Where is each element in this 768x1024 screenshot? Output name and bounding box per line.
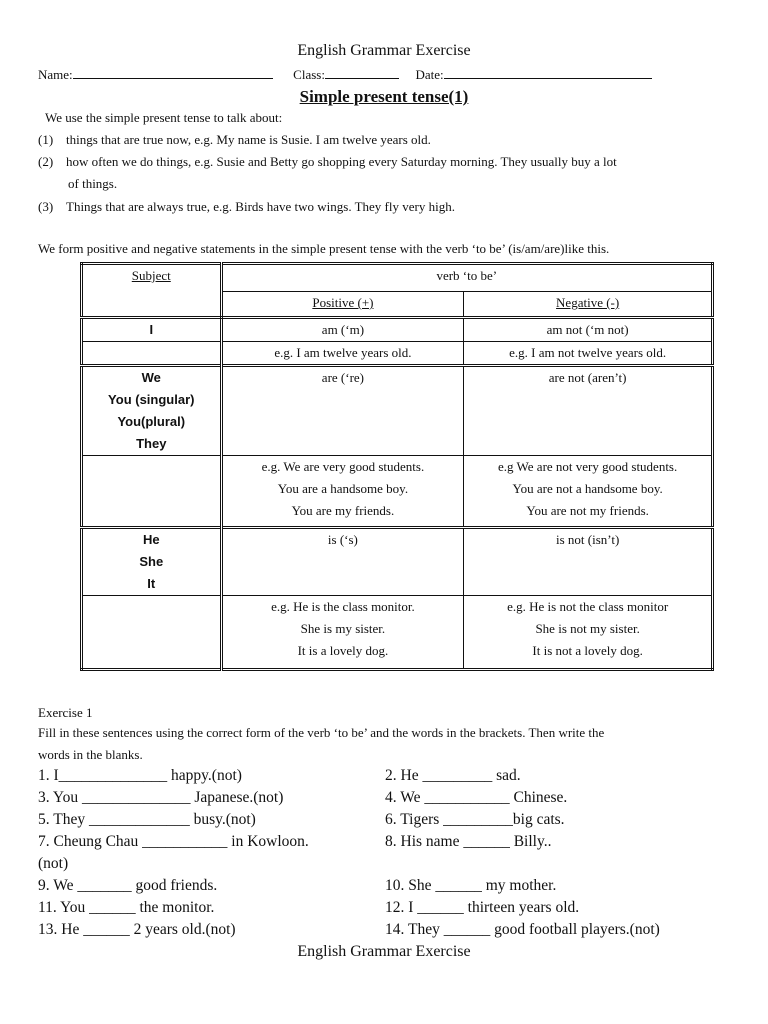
subject-empty-cell [82, 596, 222, 670]
positive-form: am (‘m) [221, 318, 464, 342]
positive-example: You are my friends. [291, 503, 395, 518]
exercise-instructions-cont: words in the blanks. [38, 747, 143, 762]
point-text: things that are true now, e.g. My name is Susie. I am twelve years old. [66, 132, 431, 147]
negative-example: You are not my friends. [526, 503, 649, 518]
point-number: (3) [38, 199, 54, 214]
exercise-instructions: Fill in these sentences using the correct form of the verb ‘to be’ and the words in the brackets. Then write the [38, 725, 605, 740]
point-number: (1) [38, 132, 54, 147]
exercise-question[interactable]: 9. We _______ good friends. [38, 877, 218, 894]
name-label: Name: [38, 67, 73, 82]
subject-pronoun: They [136, 436, 167, 451]
name-field[interactable] [73, 66, 273, 79]
class-label: Class: [293, 67, 325, 82]
positive-example: e.g. He is the class monitor. [271, 599, 415, 614]
positive-example: You are a handsome boy. [277, 481, 409, 496]
negative-form: am not (‘m not) [464, 318, 713, 342]
positive-form: are (‘re) [221, 366, 464, 456]
exercise-question[interactable]: 11. You ______ the monitor. [38, 899, 215, 916]
subject-pronoun: You (singular) [108, 392, 195, 407]
class-field[interactable] [325, 66, 399, 79]
verb-header: verb ‘to be’ [221, 264, 712, 292]
page-title: English Grammar Exercise [297, 42, 471, 59]
positive-example: e.g. I am twelve years old. [274, 345, 412, 360]
point-text: Things that are always true, e.g. Birds have two wings. They fly very high. [66, 199, 455, 214]
name-field-row [38, 66, 652, 83]
date-field[interactable] [444, 66, 652, 79]
subject-cell [82, 366, 222, 456]
subject-empty-cell [82, 342, 222, 366]
subtitle: Simple present tense(1) [299, 87, 469, 106]
intro-lead: We use the simple present tense to talk about: [45, 110, 283, 125]
negative-examples [464, 342, 713, 366]
positive-example: It is a lovely dog. [297, 643, 389, 658]
exercise-question[interactable]: 8. His name ______ Billy.. [385, 833, 552, 850]
subject-pronoun: It [147, 576, 156, 591]
exercise-question[interactable]: 3. You ______________ Japanese.(not) [38, 789, 284, 806]
exercise-question[interactable]: 14. They ______ good football players.(not) [385, 921, 660, 938]
subject-pronoun: You(plural) [117, 414, 186, 429]
verb-to-be-table [80, 262, 714, 671]
negative-example: You are not a handsome boy. [512, 481, 663, 496]
positive-examples [221, 456, 464, 528]
negative-form: is not (isn’t) [464, 528, 713, 596]
point-text: of things. [68, 176, 118, 191]
footer-title: English Grammar Exercise [297, 943, 471, 960]
exercise-question[interactable]: 6. Tigers _________big cats. [385, 811, 565, 828]
negative-form: are not (aren’t) [464, 366, 713, 456]
exercise-question[interactable]: 5. They _____________ busy.(not) [38, 811, 256, 828]
subject-pronoun: I [149, 322, 154, 337]
positive-header: Positive (+) [221, 292, 464, 318]
exercise-question[interactable]: 7. Cheung Chau ___________ in Kowloon. [38, 833, 309, 850]
subject-cell [82, 318, 222, 342]
exercise-question[interactable]: 4. We ___________ Chinese. [385, 789, 568, 806]
point-number: (2) [38, 154, 54, 169]
positive-examples [221, 342, 464, 366]
exercise-question[interactable]: 10. She ______ my mother. [385, 877, 557, 894]
negative-example: e.g. I am not twelve years old. [509, 345, 667, 360]
exercise-question[interactable]: 2. He _________ sad. [385, 767, 521, 784]
positive-form: is (‘s) [221, 528, 464, 596]
exercise-label: Exercise 1 [38, 705, 93, 720]
subject-header: Subject [82, 264, 222, 318]
point-text: how often we do things, e.g. Susie and Betty go shopping every Saturday morning. They usually buy a lot [66, 154, 617, 169]
negative-header: Negative (-) [464, 292, 713, 318]
negative-examples [464, 456, 713, 528]
positive-examples [221, 596, 464, 670]
exercise-question[interactable]: (not) [38, 855, 69, 872]
positive-example: e.g. We are very good students. [261, 459, 425, 474]
subject-pronoun: She [139, 554, 164, 569]
negative-example: e.g. He is not the class monitor [507, 599, 669, 614]
positive-example: She is my sister. [300, 621, 386, 636]
form-sentence: We form positive and negative statements in the simple present tense with the verb ‘to be’ (is/am/are)like this. [38, 241, 610, 256]
exercise-question[interactable]: 13. He ______ 2 years old.(not) [38, 921, 236, 938]
date-label: Date: [415, 67, 444, 82]
negative-example: e.g We are not very good students. [498, 459, 678, 474]
negative-example: She is not my sister. [535, 621, 640, 636]
negative-example: It is not a lovely dog. [532, 643, 643, 658]
subject-pronoun: He [142, 532, 160, 547]
subject-cell [82, 528, 222, 596]
subject-empty-cell [82, 456, 222, 528]
exercise-question[interactable]: 12. I ______ thirteen years old. [385, 899, 580, 916]
exercise-question[interactable]: 1. I______________ happy.(not) [38, 767, 242, 784]
subject-pronoun: We [141, 370, 161, 385]
negative-examples [464, 596, 713, 670]
